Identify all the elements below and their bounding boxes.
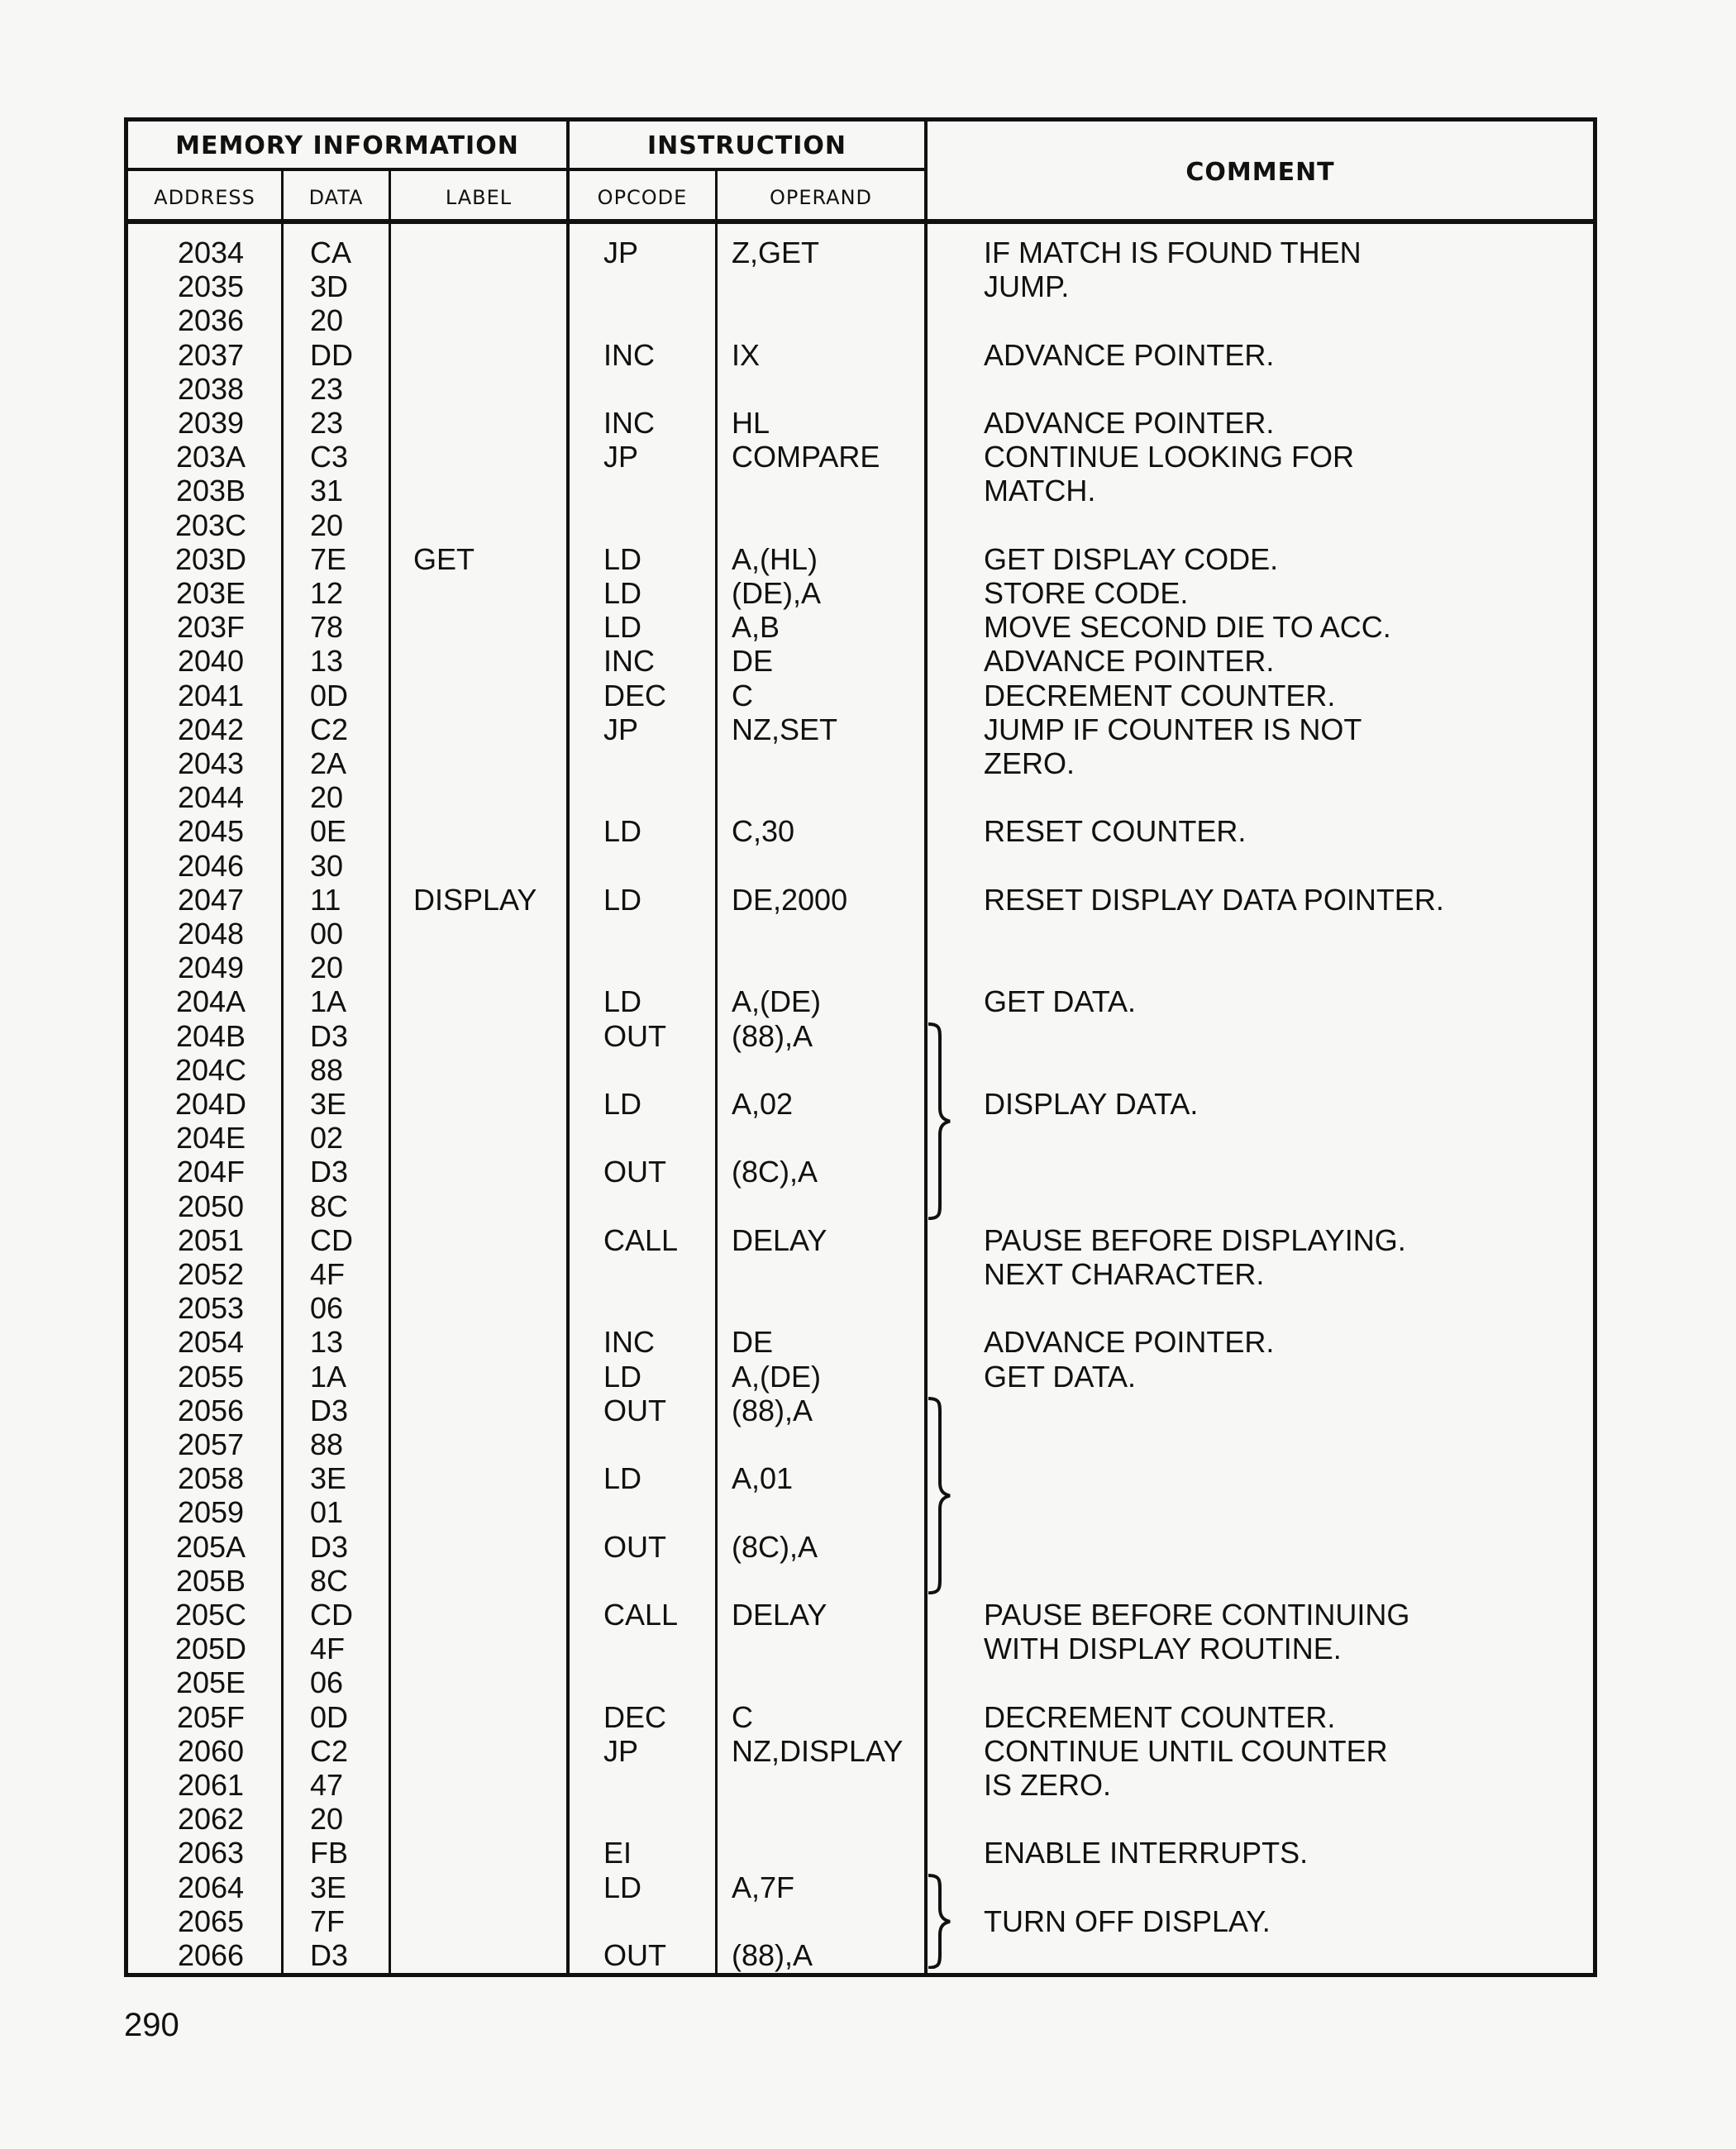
- table-row: [128, 1087, 1593, 1121]
- curly-brace-icon: [922, 1874, 955, 1970]
- table-row: [128, 1461, 1593, 1495]
- cell-opcode: OUT: [603, 1529, 666, 1564]
- cell-opcode: OUT: [603, 1155, 666, 1189]
- cell-address: 2041: [177, 678, 245, 712]
- cell-operand: A,(HL): [732, 541, 818, 576]
- cell-address: 2038: [177, 371, 245, 406]
- cell-comment: ADVANCE POINTER.: [984, 337, 1275, 372]
- cell-opcode: LD: [603, 1087, 642, 1121]
- cell-comment: TURN OFF DISPLAY.: [984, 1904, 1271, 1938]
- cell-data: 88: [310, 1052, 344, 1087]
- cell-comment: DECREMENT COUNTER.: [984, 1699, 1336, 1734]
- cell-comment: ENABLE INTERRUPTS.: [984, 1836, 1309, 1870]
- table-row: [128, 1870, 1593, 1904]
- table-row: [128, 1325, 1593, 1359]
- cell-comment: PAUSE BEFORE DISPLAYING.: [984, 1222, 1406, 1257]
- cell-address: 2062: [177, 1802, 245, 1837]
- cell-address: 2063: [177, 1836, 245, 1870]
- cell-opcode: CALL: [603, 1598, 679, 1632]
- cell-data: 00: [310, 917, 344, 951]
- cell-data: 12: [310, 576, 344, 610]
- cell-operand: DE,2000: [732, 882, 848, 917]
- cell-comment: GET DATA.: [984, 984, 1137, 1019]
- table-row: [128, 780, 1593, 814]
- cell-address: 205E: [175, 1665, 246, 1700]
- rule-header-bottom: [128, 219, 1593, 224]
- cell-address: 204E: [175, 1121, 246, 1156]
- header-opcode: OPCODE: [597, 186, 688, 209]
- cell-address: 2057: [177, 1427, 245, 1461]
- cell-data: 23: [310, 406, 344, 440]
- cell-data: 06: [310, 1291, 344, 1326]
- cell-address: 2035: [177, 269, 245, 304]
- header-address: ADDRESS: [154, 186, 255, 209]
- cell-address: 2054: [177, 1325, 245, 1360]
- cell-address: 2044: [177, 780, 245, 815]
- cell-address: 203F: [176, 610, 246, 645]
- cell-address: 2043: [177, 746, 245, 780]
- cell-address: 2040: [177, 644, 245, 679]
- cell-data: D3: [310, 1018, 349, 1053]
- cell-comment: STORE CODE.: [984, 576, 1189, 610]
- cell-comment: GET DISPLAY CODE.: [984, 541, 1279, 576]
- cell-data: 3D: [310, 269, 349, 304]
- cell-operand: (88),A: [732, 1018, 813, 1053]
- cell-opcode: INC: [603, 644, 655, 679]
- table-row: [128, 1836, 1593, 1870]
- cell-operand: Z,GET: [732, 236, 819, 269]
- cell-data: 8C: [310, 1563, 349, 1598]
- cell-address: 2045: [177, 814, 245, 849]
- cell-data: D3: [310, 1393, 349, 1427]
- cell-data: 30: [310, 848, 344, 883]
- cell-opcode: OUT: [603, 1018, 666, 1053]
- cell-address: 205F: [176, 1699, 246, 1734]
- cell-data: 20: [310, 1802, 344, 1837]
- cell-comment: CONTINUE UNTIL COUNTER: [984, 1733, 1388, 1768]
- cell-data: 0D: [310, 1699, 349, 1734]
- cell-operand: A,01: [732, 1461, 794, 1496]
- cell-opcode: JP: [603, 712, 639, 746]
- cell-operand: COMPARE: [732, 440, 880, 474]
- cell-data: 11: [310, 882, 341, 917]
- cell-comment: DISPLAY DATA.: [984, 1087, 1199, 1121]
- table-row: [128, 644, 1593, 678]
- cell-operand: A,7F: [732, 1870, 795, 1904]
- cell-data: 4F: [310, 1257, 346, 1291]
- cell-operand: A,(DE): [732, 984, 821, 1019]
- table-row: [128, 883, 1593, 917]
- cell-data: 7E: [310, 541, 347, 576]
- cell-address: 2065: [177, 1904, 245, 1938]
- cell-comment: ADVANCE POINTER.: [984, 1325, 1275, 1360]
- cell-data: 13: [310, 1325, 344, 1360]
- cell-address: 204B: [175, 1018, 246, 1053]
- cell-opcode: LD: [603, 541, 642, 576]
- cell-address: 204F: [176, 1155, 246, 1189]
- cell-operand: (88),A: [732, 1393, 813, 1427]
- cell-opcode: OUT: [603, 1393, 666, 1427]
- cell-address: 203D: [174, 541, 247, 576]
- cell-address: 2049: [177, 951, 245, 985]
- header-comment: COMMENT: [1185, 158, 1335, 187]
- cell-address: 2037: [177, 337, 245, 372]
- cell-data: 2A: [310, 746, 347, 780]
- cell-data: 4F: [310, 1632, 346, 1666]
- cell-opcode: LD: [603, 984, 642, 1019]
- cell-data: 78: [310, 610, 344, 645]
- cell-data: 3E: [310, 1461, 347, 1496]
- cell-data: 20: [310, 507, 344, 542]
- table-row: [128, 406, 1593, 440]
- cell-operand: A,02: [732, 1087, 794, 1121]
- table-row: [128, 474, 1593, 507]
- cell-data: 20: [310, 951, 344, 985]
- cell-operand: DELAY: [732, 1598, 827, 1632]
- table-row: [128, 1530, 1593, 1564]
- table-row: [128, 951, 1593, 984]
- table-row: [128, 1360, 1593, 1394]
- table-row: [128, 576, 1593, 610]
- table-row: [128, 372, 1593, 406]
- cell-address: 204C: [174, 1052, 247, 1087]
- cell-address: 205A: [175, 1529, 246, 1564]
- cell-data: 0D: [310, 678, 349, 712]
- cell-comment: IS ZERO.: [984, 1768, 1112, 1802]
- cell-operand: (8C),A: [732, 1529, 818, 1564]
- cell-data: 88: [310, 1427, 344, 1461]
- cell-comment: RESET COUNTER.: [984, 814, 1247, 849]
- cell-operand: DE: [732, 1325, 774, 1360]
- table-row: [128, 1598, 1593, 1632]
- cell-data: 01: [310, 1495, 344, 1530]
- cell-comment: NEXT CHARACTER.: [984, 1257, 1265, 1291]
- cell-address: 2064: [177, 1870, 245, 1904]
- rule-group-header: [128, 168, 924, 171]
- table-row: [128, 679, 1593, 712]
- cell-address: 2058: [177, 1461, 245, 1496]
- cell-operand: C,30: [732, 814, 795, 849]
- cell-opcode: LD: [603, 814, 642, 849]
- cell-data: 20: [310, 303, 344, 338]
- table-row: [128, 1189, 1593, 1223]
- cell-opcode: LD: [603, 1461, 642, 1496]
- cell-opcode: LD: [603, 882, 642, 917]
- cell-data: 3E: [310, 1087, 347, 1121]
- header-instruction: INSTRUCTION: [646, 131, 847, 160]
- cell-data: D3: [310, 1155, 349, 1189]
- cell-address: 2050: [177, 1189, 245, 1223]
- cell-data: 06: [310, 1665, 344, 1700]
- header-operand: OPERAND: [769, 186, 873, 209]
- cell-opcode: CALL: [603, 1222, 679, 1257]
- cell-data: 1A: [310, 1359, 347, 1394]
- curly-brace-icon: [922, 1022, 955, 1220]
- table-row: [128, 1427, 1593, 1461]
- cell-data: CD: [310, 1598, 353, 1632]
- cell-data: D3: [310, 1529, 349, 1564]
- cell-operand: DE: [732, 644, 774, 679]
- cell-opcode: DEC: [603, 1699, 667, 1734]
- cell-address: 205B: [175, 1563, 246, 1598]
- header-memory-information: MEMORY INFORMATION: [175, 131, 519, 160]
- cell-operand: HL: [732, 406, 770, 440]
- table-row: [128, 1904, 1593, 1938]
- table-row: [128, 1291, 1593, 1325]
- cell-opcode: EI: [603, 1836, 632, 1870]
- cell-address: 2051: [177, 1222, 245, 1257]
- table-row: [128, 1700, 1593, 1734]
- table-row: [128, 746, 1593, 780]
- cell-address: 205D: [174, 1632, 247, 1666]
- cell-comment: ADVANCE POINTER.: [984, 644, 1275, 679]
- cell-opcode: LD: [603, 1870, 642, 1904]
- cell-operand: IX: [732, 337, 761, 372]
- cell-address: 2055: [177, 1359, 245, 1394]
- cell-address: 2066: [177, 1938, 245, 1972]
- table-row: [128, 1564, 1593, 1598]
- cell-operand: (DE),A: [732, 576, 821, 610]
- table-row: [128, 1019, 1593, 1053]
- cell-data: 13: [310, 644, 344, 679]
- cell-address: 204D: [174, 1087, 247, 1121]
- cell-data: 31: [310, 474, 344, 508]
- cell-comment: JUMP.: [984, 269, 1070, 304]
- cell-comment: ADVANCE POINTER.: [984, 406, 1275, 440]
- cell-address: 203B: [175, 474, 246, 508]
- cell-operand: (88),A: [732, 1938, 813, 1972]
- cell-operand: DELAY: [732, 1222, 827, 1257]
- cell-address: 2034: [177, 236, 245, 269]
- cell-data: 23: [310, 371, 344, 406]
- cell-address: 203C: [174, 507, 247, 542]
- cell-address: 205C: [174, 1598, 247, 1632]
- cell-comment: PAUSE BEFORE CONTINUING: [984, 1598, 1410, 1632]
- cell-operand: C: [732, 1699, 753, 1734]
- table-row: [128, 1938, 1593, 1972]
- table-row: [128, 303, 1593, 337]
- cell-comment: CONTINUE LOOKING FOR: [984, 440, 1355, 474]
- program-listing-table: [124, 117, 1597, 1977]
- cell-address: 2046: [177, 848, 245, 883]
- cell-data: C3: [310, 440, 349, 474]
- cell-comment: MOVE SECOND DIE TO ACC.: [984, 610, 1391, 645]
- cell-address: 2047: [177, 882, 245, 917]
- cell-opcode: OUT: [603, 1938, 666, 1972]
- cell-comment: GET DATA.: [984, 1359, 1137, 1394]
- cell-label: DISPLAY: [413, 882, 537, 917]
- table-row: [128, 269, 1593, 303]
- cell-address: 2039: [177, 406, 245, 440]
- cell-operand: C: [732, 678, 753, 712]
- table-row: [128, 1155, 1593, 1189]
- curly-brace-icon: [922, 1397, 955, 1594]
- page-number: 290: [124, 2007, 179, 2043]
- table-row: [128, 338, 1593, 372]
- cell-opcode: DEC: [603, 678, 667, 712]
- table-row: [128, 610, 1593, 644]
- table-row: [128, 508, 1593, 542]
- cell-address: 2060: [177, 1733, 245, 1768]
- table-row: [128, 849, 1593, 883]
- cell-address: 2059: [177, 1495, 245, 1530]
- cell-comment: ZERO.: [984, 746, 1075, 780]
- cell-opcode: LD: [603, 610, 642, 645]
- cell-data: 47: [310, 1768, 344, 1802]
- table-row: [128, 917, 1593, 951]
- table-row: [128, 1223, 1593, 1257]
- cell-opcode: INC: [603, 406, 655, 440]
- table-row: [128, 1495, 1593, 1529]
- cell-comment: IF MATCH IS FOUND THEN: [984, 236, 1362, 269]
- cell-address: 2061: [177, 1768, 245, 1802]
- table-row: [128, 1053, 1593, 1087]
- header-data: DATA: [308, 186, 364, 209]
- table-row: [128, 1257, 1593, 1291]
- cell-opcode: INC: [603, 337, 655, 372]
- table-row: [128, 1394, 1593, 1427]
- cell-label: GET: [413, 541, 475, 576]
- cell-data: CD: [310, 1222, 353, 1257]
- cell-comment: MATCH.: [984, 474, 1096, 508]
- cell-address: 2053: [177, 1291, 245, 1326]
- cell-opcode: INC: [603, 1325, 655, 1360]
- cell-data: 0E: [310, 814, 347, 849]
- cell-data: 1A: [310, 984, 347, 1019]
- cell-comment: JUMP IF COUNTER IS NOT: [984, 712, 1362, 746]
- cell-opcode: LD: [603, 576, 642, 610]
- table-row: [128, 1734, 1593, 1768]
- cell-address: 2042: [177, 712, 245, 746]
- table-row: [128, 1665, 1593, 1699]
- cell-comment: WITH DISPLAY ROUTINE.: [984, 1632, 1342, 1666]
- table-row: [128, 984, 1593, 1018]
- table-row: [128, 236, 1593, 269]
- cell-comment: DECREMENT COUNTER.: [984, 678, 1336, 712]
- cell-operand: (8C),A: [732, 1155, 818, 1189]
- cell-address: 2052: [177, 1257, 245, 1291]
- cell-data: 7F: [310, 1904, 346, 1938]
- cell-address: 203E: [175, 576, 246, 610]
- table-row: [128, 814, 1593, 848]
- cell-data: FB: [310, 1836, 349, 1870]
- cell-data: 8C: [310, 1189, 349, 1223]
- cell-operand: A,B: [732, 610, 780, 645]
- table-row: [128, 1768, 1593, 1802]
- cell-opcode: JP: [603, 236, 639, 269]
- cell-data: 02: [310, 1121, 344, 1156]
- cell-data: D3: [310, 1938, 349, 1972]
- table-row: [128, 1802, 1593, 1836]
- cell-address: 204A: [175, 984, 246, 1019]
- cell-data: DD: [310, 337, 353, 372]
- cell-comment: RESET DISPLAY DATA POINTER.: [984, 882, 1444, 917]
- cell-opcode: JP: [603, 440, 639, 474]
- header-label: LABEL: [445, 186, 513, 209]
- cell-operand: NZ,SET: [732, 712, 838, 746]
- table-row: [128, 712, 1593, 746]
- cell-data: 3E: [310, 1870, 347, 1904]
- table-row: [128, 542, 1593, 576]
- cell-opcode: JP: [603, 1733, 639, 1768]
- cell-address: 2048: [177, 917, 245, 951]
- cell-operand: NZ,DISPLAY: [732, 1733, 904, 1768]
- cell-address: 203A: [175, 440, 246, 474]
- table-row: [128, 1121, 1593, 1155]
- cell-operand: A,(DE): [732, 1359, 821, 1394]
- cell-data: CA: [310, 236, 352, 269]
- cell-data: C2: [310, 712, 349, 746]
- cell-data: 20: [310, 780, 344, 815]
- table-row: [128, 1632, 1593, 1665]
- cell-address: 2056: [177, 1393, 245, 1427]
- table-row: [128, 440, 1593, 474]
- cell-data: C2: [310, 1733, 349, 1768]
- cell-opcode: LD: [603, 1359, 642, 1394]
- cell-address: 2036: [177, 303, 245, 338]
